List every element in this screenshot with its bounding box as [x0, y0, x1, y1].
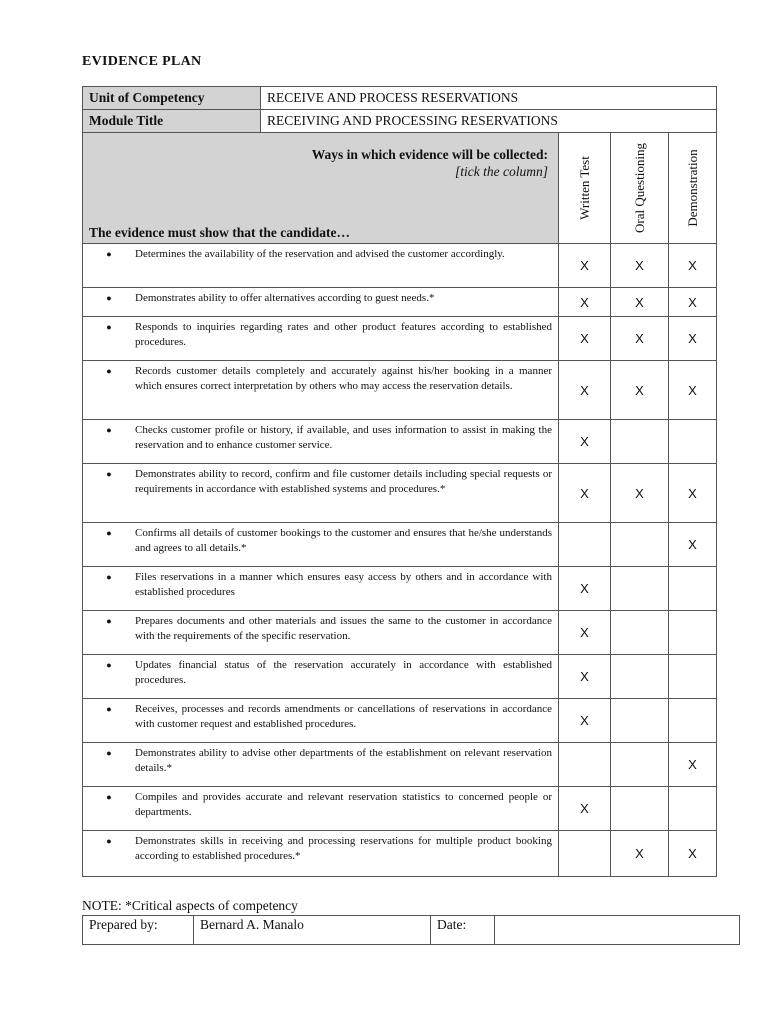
- criteria-row: [83, 699, 717, 743]
- mark-written: X: [559, 420, 611, 464]
- mark-demonstration: X: [669, 288, 717, 317]
- criteria-text: Files reservations in a manner which ensures easy access by others and in accordance with established procedures: [135, 571, 552, 598]
- bullet-icon: ●: [106, 249, 112, 259]
- criteria-row: [83, 787, 717, 831]
- mark-written: [559, 523, 611, 567]
- mark-written: X: [559, 567, 611, 611]
- mark-demonstration: [669, 611, 717, 655]
- criteria-text: Prepares documents and other materials and issues the same to the customer in accordance with the requirements of the specific reservation.: [135, 615, 552, 642]
- method-header-written: [559, 133, 611, 244]
- mark-demonstration: X: [669, 743, 717, 787]
- criteria-cell: [83, 787, 559, 831]
- mark-written: X: [559, 464, 611, 523]
- mark-written: X: [559, 655, 611, 699]
- criteria-row: [83, 464, 717, 523]
- critical-note: NOTE: *Critical aspects of competency: [82, 898, 298, 913]
- module-row: [83, 110, 717, 133]
- mark-written: [559, 831, 611, 877]
- criteria-cell: [83, 831, 559, 877]
- ways-text: Ways in which evidence will be collected:: [311, 147, 548, 162]
- criteria-cell: [83, 655, 559, 699]
- criteria-text: Demonstrates ability to advise other departments of the establishment on relevant reservation details.*: [135, 747, 552, 774]
- mark-demonstration: X: [669, 831, 717, 877]
- mark-oral: [611, 567, 669, 611]
- bullet-icon: ●: [106, 322, 112, 332]
- method-oral-label: Oral Questioning: [631, 143, 647, 233]
- criteria-cell: [83, 317, 559, 361]
- criteria-row: [83, 567, 717, 611]
- criteria-text: Records customer details completely and accurately against his/her booking in a manner which ensures correct interpretation by others who may access the reservation details.: [135, 365, 552, 392]
- criteria-row: [83, 523, 717, 567]
- criteria-cell: [83, 420, 559, 464]
- criteria-text: Receives, processes and records amendments or cancellations of reservations in accordance with customer request and established procedures.: [135, 703, 552, 730]
- prepared-by-value: Bernard A. Manalo: [194, 916, 431, 945]
- bullet-icon: ●: [106, 704, 112, 714]
- bullet-icon: ●: [106, 469, 112, 479]
- mark-oral: [611, 420, 669, 464]
- bullet-icon: ●: [106, 836, 112, 846]
- mark-oral: X: [611, 244, 669, 288]
- signoff-row: [83, 916, 740, 945]
- criteria-cell: [83, 361, 559, 420]
- criteria-text: Compiles and provides accurate and relevant reservation statistics to concerned people or departments.: [135, 791, 552, 818]
- criteria-row: [83, 611, 717, 655]
- criteria-row: [83, 317, 717, 361]
- bullet-icon: ●: [106, 293, 112, 303]
- mark-demonstration: [669, 567, 717, 611]
- mark-demonstration: X: [669, 361, 717, 420]
- criteria-row: [83, 420, 717, 464]
- prepared-by-label: Prepared by:: [83, 916, 194, 945]
- unit-of-competency-label: Unit of Competency: [83, 87, 261, 110]
- mark-demonstration: [669, 420, 717, 464]
- mark-oral: [611, 743, 669, 787]
- criteria-cell: [83, 743, 559, 787]
- method-written-label: Written Test: [576, 156, 592, 220]
- mark-written: X: [559, 699, 611, 743]
- module-title-label: Module Title: [83, 110, 261, 133]
- evidence-plan-table: [82, 86, 717, 877]
- page-title: EVIDENCE PLAN: [82, 54, 202, 69]
- date-label: Date:: [431, 916, 495, 945]
- criteria-header: [83, 133, 559, 244]
- unit-of-competency-value: RECEIVE AND PROCESS RESERVATIONS: [261, 87, 717, 110]
- mark-oral: [611, 787, 669, 831]
- module-title-value: RECEIVING AND PROCESSING RESERVATIONS: [261, 110, 717, 133]
- mark-written: X: [559, 288, 611, 317]
- criteria-cell: [83, 611, 559, 655]
- mark-demonstration: [669, 699, 717, 743]
- mark-oral: X: [611, 288, 669, 317]
- criteria-row: [83, 288, 717, 317]
- mark-demonstration: X: [669, 244, 717, 288]
- mark-oral: [611, 699, 669, 743]
- criteria-cell: [83, 567, 559, 611]
- tick-instruction: [tick the column]: [455, 164, 548, 179]
- mark-demonstration: X: [669, 523, 717, 567]
- method-header-oral: [611, 133, 669, 244]
- ways-heading: [312, 147, 548, 180]
- bullet-icon: ●: [106, 572, 112, 582]
- mark-demonstration: [669, 655, 717, 699]
- bullet-icon: ●: [106, 748, 112, 758]
- mark-written: X: [559, 361, 611, 420]
- mark-written: X: [559, 611, 611, 655]
- bullet-icon: ●: [106, 366, 112, 376]
- bullet-icon: ●: [106, 425, 112, 435]
- mark-oral: X: [611, 361, 669, 420]
- mark-written: X: [559, 787, 611, 831]
- mark-oral: [611, 523, 669, 567]
- criteria-row: [83, 361, 717, 420]
- criteria-cell: [83, 523, 559, 567]
- criteria-text: Checks customer profile or history, if available, and uses information to assist in making the reservation and to enhance customer service.: [135, 424, 552, 451]
- criteria-text: Demonstrates ability to offer alternatives according to guest needs.*: [135, 292, 435, 304]
- mark-oral: X: [611, 464, 669, 523]
- method-demonstration-label: Demonstration: [684, 149, 700, 227]
- criteria-row: [83, 831, 717, 877]
- bullet-icon: ●: [106, 792, 112, 802]
- criteria-text: Responds to inquiries regarding rates and other product features according to established procedures.: [135, 321, 552, 348]
- mark-demonstration: X: [669, 317, 717, 361]
- criteria-text: Demonstrates ability to record, confirm and file customer details including special requests or requirements in accordance with established systems and procedures.*: [135, 468, 552, 495]
- criteria-cell: [83, 288, 559, 317]
- mark-oral: [611, 611, 669, 655]
- candidate-heading: The evidence must show that the candidate…: [89, 225, 351, 240]
- criteria-text: Confirms all details of customer bookings to the customer and ensures that he/she understands and agrees to all details.*: [135, 527, 552, 554]
- criteria-row: [83, 244, 717, 288]
- criteria-text: Demonstrates skills in receiving and processing reservations for multiple product booking according to established procedures.*: [135, 835, 552, 862]
- criteria-cell: [83, 244, 559, 288]
- date-value: [495, 916, 740, 945]
- mark-written: [559, 743, 611, 787]
- unit-row: [83, 87, 717, 110]
- signoff-table: [82, 915, 740, 945]
- mark-written: X: [559, 244, 611, 288]
- bullet-icon: ●: [106, 660, 112, 670]
- method-header-demonstration: [669, 133, 717, 244]
- mark-demonstration: [669, 787, 717, 831]
- header-row: [83, 133, 717, 244]
- criteria-text: Determines the availability of the reservation and advised the customer accordingly.: [135, 248, 505, 260]
- mark-written: X: [559, 317, 611, 361]
- criteria-row: [83, 743, 717, 787]
- mark-oral: X: [611, 831, 669, 877]
- criteria-text: Updates financial status of the reservation accurately in accordance with established procedures.: [135, 659, 552, 686]
- criteria-row: [83, 655, 717, 699]
- bullet-icon: ●: [106, 616, 112, 626]
- mark-demonstration: X: [669, 464, 717, 523]
- mark-oral: [611, 655, 669, 699]
- criteria-cell: [83, 699, 559, 743]
- mark-oral: X: [611, 317, 669, 361]
- criteria-cell: [83, 464, 559, 523]
- bullet-icon: ●: [106, 528, 112, 538]
